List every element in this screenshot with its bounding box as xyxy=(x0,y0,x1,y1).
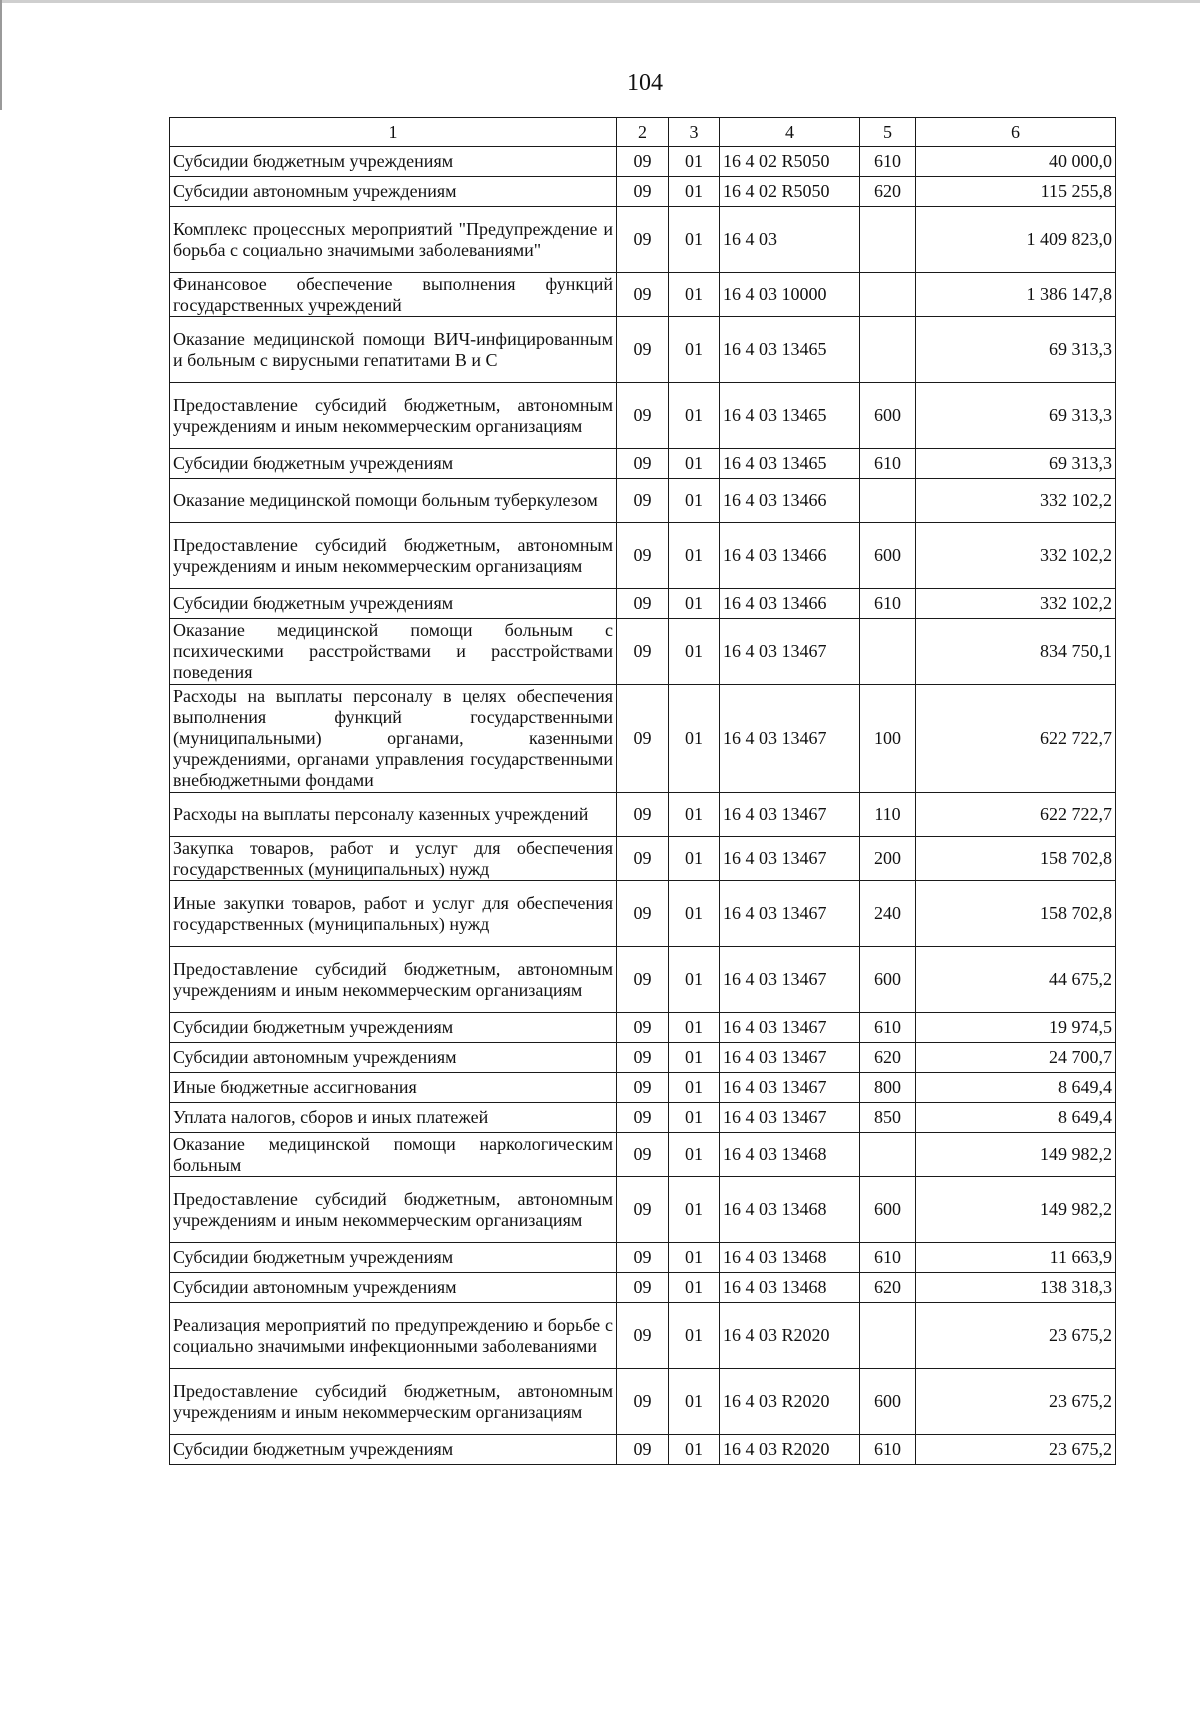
table-row xyxy=(170,1243,1116,1273)
row-subsection: 01 xyxy=(669,523,720,589)
row-expense-type xyxy=(860,479,916,523)
row-expense-type: 620 xyxy=(860,177,916,207)
row-name: Расходы на выплаты персоналу в целях обеспечения выполнения функций государственными (муниципальными) органами, казенными учреждениями, органами управления государственными внебюджетными фондами xyxy=(170,685,617,793)
row-target-code: 16 4 03 13465 xyxy=(720,449,860,479)
row-chapter: 09 xyxy=(617,1435,669,1465)
row-expense-type: 620 xyxy=(860,1043,916,1073)
row-amount: 834 750,1 xyxy=(916,619,1116,685)
row-chapter: 09 xyxy=(617,793,669,837)
row-target-code: 16 4 03 13468 xyxy=(720,1133,860,1177)
row-chapter: 09 xyxy=(617,207,669,273)
row-chapter: 09 xyxy=(617,881,669,947)
row-subsection: 01 xyxy=(669,881,720,947)
table-row xyxy=(170,1013,1116,1043)
row-chapter: 09 xyxy=(617,685,669,793)
table-row xyxy=(170,449,1116,479)
row-amount: 69 313,3 xyxy=(916,317,1116,383)
row-target-code: 16 4 03 13468 xyxy=(720,1273,860,1303)
row-target-code: 16 4 03 13466 xyxy=(720,589,860,619)
row-chapter: 09 xyxy=(617,1043,669,1073)
row-amount: 332 102,2 xyxy=(916,589,1116,619)
header-col-2: 2 xyxy=(617,118,669,147)
row-target-code: 16 4 03 10000 xyxy=(720,273,860,317)
row-name: Субсидии бюджетным учреждениям xyxy=(170,589,617,619)
row-amount: 158 702,8 xyxy=(916,881,1116,947)
row-name: Финансовое обеспечение выполнения функций государственных учреждений xyxy=(170,273,617,317)
row-expense-type: 800 xyxy=(860,1073,916,1103)
row-name: Закупка товаров, работ и услуг для обеспечения государственных (муниципальных) нужд xyxy=(170,837,617,881)
row-target-code: 16 4 03 13467 xyxy=(720,881,860,947)
table-row xyxy=(170,273,1116,317)
row-expense-type xyxy=(860,273,916,317)
row-name: Предоставление субсидий бюджетным, автономным учреждениям и иным некоммерческим организациям xyxy=(170,383,617,449)
row-chapter: 09 xyxy=(617,1369,669,1435)
row-expense-type: 610 xyxy=(860,1243,916,1273)
row-expense-type xyxy=(860,1133,916,1177)
row-name: Оказание медицинской помощи наркологическим больным xyxy=(170,1133,617,1177)
row-amount: 23 675,2 xyxy=(916,1369,1116,1435)
table-row xyxy=(170,793,1116,837)
row-amount: 23 675,2 xyxy=(916,1303,1116,1369)
row-amount: 149 982,2 xyxy=(916,1133,1116,1177)
row-target-code: 16 4 03 13467 xyxy=(720,1103,860,1133)
row-amount: 24 700,7 xyxy=(916,1043,1116,1073)
table-row xyxy=(170,947,1116,1013)
table-row xyxy=(170,619,1116,685)
row-name: Предоставление субсидий бюджетным, автономным учреждениям и иным некоммерческим организациям xyxy=(170,947,617,1013)
row-expense-type: 850 xyxy=(860,1103,916,1133)
row-amount: 158 702,8 xyxy=(916,837,1116,881)
row-subsection: 01 xyxy=(669,589,720,619)
row-expense-type: 110 xyxy=(860,793,916,837)
table-row xyxy=(170,837,1116,881)
row-amount: 11 663,9 xyxy=(916,1243,1116,1273)
table-row xyxy=(170,589,1116,619)
header-row xyxy=(170,118,1116,147)
row-subsection: 01 xyxy=(669,449,720,479)
row-subsection: 01 xyxy=(669,1243,720,1273)
row-amount: 8 649,4 xyxy=(916,1103,1116,1133)
row-amount: 69 313,3 xyxy=(916,383,1116,449)
row-subsection: 01 xyxy=(669,1073,720,1103)
row-chapter: 09 xyxy=(617,1013,669,1043)
row-chapter: 09 xyxy=(617,619,669,685)
row-name: Уплата налогов, сборов и иных платежей xyxy=(170,1103,617,1133)
row-expense-type: 610 xyxy=(860,1435,916,1465)
header-col-5: 5 xyxy=(860,118,916,147)
row-name: Оказание медицинской помощи больным туберкулезом xyxy=(170,479,617,523)
row-target-code: 16 4 03 13466 xyxy=(720,479,860,523)
row-subsection: 01 xyxy=(669,1177,720,1243)
row-expense-type xyxy=(860,207,916,273)
row-chapter: 09 xyxy=(617,317,669,383)
row-expense-type xyxy=(860,1303,916,1369)
row-name: Субсидии бюджетным учреждениям xyxy=(170,147,617,177)
row-expense-type: 600 xyxy=(860,523,916,589)
row-target-code: 16 4 03 13466 xyxy=(720,523,860,589)
row-subsection: 01 xyxy=(669,177,720,207)
row-target-code: 16 4 03 13468 xyxy=(720,1177,860,1243)
row-chapter: 09 xyxy=(617,147,669,177)
row-expense-type: 600 xyxy=(860,1369,916,1435)
row-subsection: 01 xyxy=(669,1103,720,1133)
table-row xyxy=(170,177,1116,207)
row-expense-type: 600 xyxy=(860,1177,916,1243)
row-subsection: 01 xyxy=(669,685,720,793)
table-row xyxy=(170,147,1116,177)
table-row xyxy=(170,1369,1116,1435)
row-expense-type: 610 xyxy=(860,1013,916,1043)
row-name: Комплекс процессных мероприятий "Предупреждение и борьба с социально значимыми заболеваниями" xyxy=(170,207,617,273)
row-amount: 69 313,3 xyxy=(916,449,1116,479)
table-row xyxy=(170,479,1116,523)
row-name: Субсидии бюджетным учреждениям xyxy=(170,449,617,479)
row-chapter: 09 xyxy=(617,177,669,207)
row-name: Предоставление субсидий бюджетным, автономным учреждениям и иным некоммерческим организациям xyxy=(170,523,617,589)
row-expense-type: 100 xyxy=(860,685,916,793)
row-target-code: 16 4 03 13467 xyxy=(720,685,860,793)
row-amount: 622 722,7 xyxy=(916,793,1116,837)
row-expense-type: 610 xyxy=(860,449,916,479)
row-subsection: 01 xyxy=(669,793,720,837)
row-target-code: 16 4 03 13467 xyxy=(720,619,860,685)
row-name: Субсидии автономным учреждениям xyxy=(170,1043,617,1073)
row-amount: 40 000,0 xyxy=(916,147,1116,177)
row-subsection: 01 xyxy=(669,479,720,523)
row-amount: 138 318,3 xyxy=(916,1273,1116,1303)
row-target-code: 16 4 03 13467 xyxy=(720,947,860,1013)
row-name: Иные закупки товаров, работ и услуг для обеспечения государственных (муниципальных) нужд xyxy=(170,881,617,947)
table-row xyxy=(170,317,1116,383)
row-chapter: 09 xyxy=(617,837,669,881)
table-row xyxy=(170,1177,1116,1243)
row-subsection: 01 xyxy=(669,207,720,273)
row-subsection: 01 xyxy=(669,1043,720,1073)
row-name: Расходы на выплаты персоналу казенных учреждений xyxy=(170,793,617,837)
row-chapter: 09 xyxy=(617,449,669,479)
row-chapter: 09 xyxy=(617,523,669,589)
table-row xyxy=(170,1303,1116,1369)
row-subsection: 01 xyxy=(669,1013,720,1043)
table-row xyxy=(170,1073,1116,1103)
row-subsection: 01 xyxy=(669,837,720,881)
row-subsection: 01 xyxy=(669,317,720,383)
row-name: Субсидии автономным учреждениям xyxy=(170,1273,617,1303)
row-name: Субсидии бюджетным учреждениям xyxy=(170,1013,617,1043)
row-subsection: 01 xyxy=(669,1133,720,1177)
row-target-code: 16 4 03 xyxy=(720,207,860,273)
header-col-6: 6 xyxy=(916,118,1116,147)
row-amount: 149 982,2 xyxy=(916,1177,1116,1243)
row-subsection: 01 xyxy=(669,383,720,449)
row-amount: 44 675,2 xyxy=(916,947,1116,1013)
row-name: Субсидии бюджетным учреждениям xyxy=(170,1243,617,1273)
row-name: Оказание медицинской помощи ВИЧ-инфицированным и больным с вирусными гепатитами В и С xyxy=(170,317,617,383)
row-chapter: 09 xyxy=(617,1073,669,1103)
row-chapter: 09 xyxy=(617,479,669,523)
row-amount: 23 675,2 xyxy=(916,1435,1116,1465)
row-target-code: 16 4 03 R2020 xyxy=(720,1369,860,1435)
row-amount: 332 102,2 xyxy=(916,479,1116,523)
row-target-code: 16 4 03 R2020 xyxy=(720,1435,860,1465)
row-chapter: 09 xyxy=(617,1103,669,1133)
row-target-code: 16 4 02 R5050 xyxy=(720,177,860,207)
table-row xyxy=(170,383,1116,449)
table-row xyxy=(170,1103,1116,1133)
row-amount: 115 255,8 xyxy=(916,177,1116,207)
header-col-3: 3 xyxy=(669,118,720,147)
table-row xyxy=(170,1043,1116,1073)
row-chapter: 09 xyxy=(617,1133,669,1177)
row-chapter: 09 xyxy=(617,383,669,449)
row-amount: 1 386 147,8 xyxy=(916,273,1116,317)
row-amount: 19 974,5 xyxy=(916,1013,1116,1043)
budget-table-body xyxy=(170,118,1116,1465)
table-row xyxy=(170,1435,1116,1465)
row-chapter: 09 xyxy=(617,1273,669,1303)
row-expense-type: 200 xyxy=(860,837,916,881)
row-name: Субсидии автономным учреждениям xyxy=(170,177,617,207)
row-amount: 332 102,2 xyxy=(916,523,1116,589)
row-name: Предоставление субсидий бюджетным, автономным учреждениям и иным некоммерческим организациям xyxy=(170,1369,617,1435)
header-col-1: 1 xyxy=(170,118,617,147)
row-expense-type: 620 xyxy=(860,1273,916,1303)
row-subsection: 01 xyxy=(669,147,720,177)
row-amount: 1 409 823,0 xyxy=(916,207,1116,273)
row-target-code: 16 4 02 R5050 xyxy=(720,147,860,177)
row-subsection: 01 xyxy=(669,1303,720,1369)
row-subsection: 01 xyxy=(669,947,720,1013)
row-target-code: 16 4 03 13467 xyxy=(720,1013,860,1043)
row-target-code: 16 4 03 13467 xyxy=(720,793,860,837)
table-row xyxy=(170,207,1116,273)
row-expense-type: 610 xyxy=(860,147,916,177)
row-target-code: 16 4 03 13468 xyxy=(720,1243,860,1273)
row-subsection: 01 xyxy=(669,619,720,685)
row-subsection: 01 xyxy=(669,1369,720,1435)
row-name: Субсидии бюджетным учреждениям xyxy=(170,1435,617,1465)
row-chapter: 09 xyxy=(617,1303,669,1369)
row-target-code: 16 4 03 13465 xyxy=(720,383,860,449)
row-name: Оказание медицинской помощи больным с психическими расстройствами и расстройствами поведения xyxy=(170,619,617,685)
table-row xyxy=(170,685,1116,793)
row-expense-type: 610 xyxy=(860,589,916,619)
page-top-edge xyxy=(0,0,1200,3)
row-expense-type xyxy=(860,317,916,383)
row-target-code: 16 4 03 13467 xyxy=(720,1043,860,1073)
row-chapter: 09 xyxy=(617,273,669,317)
row-subsection: 01 xyxy=(669,273,720,317)
table-row xyxy=(170,1273,1116,1303)
row-chapter: 09 xyxy=(617,1177,669,1243)
row-subsection: 01 xyxy=(669,1435,720,1465)
row-chapter: 09 xyxy=(617,1243,669,1273)
row-chapter: 09 xyxy=(617,589,669,619)
row-target-code: 16 4 03 13465 xyxy=(720,317,860,383)
row-name: Предоставление субсидий бюджетным, автономным учреждениям и иным некоммерческим организациям xyxy=(170,1177,617,1243)
row-amount: 622 722,7 xyxy=(916,685,1116,793)
row-chapter: 09 xyxy=(617,947,669,1013)
row-amount: 8 649,4 xyxy=(916,1073,1116,1103)
row-expense-type: 240 xyxy=(860,881,916,947)
row-name: Реализация мероприятий по предупреждению и борьбе с социально значимыми инфекционными заболеваниями xyxy=(170,1303,617,1369)
header-col-4: 4 xyxy=(720,118,860,147)
budget-table xyxy=(169,117,1116,1465)
row-expense-type: 600 xyxy=(860,383,916,449)
row-target-code: 16 4 03 R2020 xyxy=(720,1303,860,1369)
page-number: 104 xyxy=(627,70,663,96)
table-row xyxy=(170,881,1116,947)
row-expense-type: 600 xyxy=(860,947,916,1013)
row-target-code: 16 4 03 13467 xyxy=(720,837,860,881)
table-row xyxy=(170,1133,1116,1177)
row-target-code: 16 4 03 13467 xyxy=(720,1073,860,1103)
row-name: Иные бюджетные ассигнования xyxy=(170,1073,617,1103)
row-expense-type xyxy=(860,619,916,685)
row-subsection: 01 xyxy=(669,1273,720,1303)
table-row xyxy=(170,523,1116,589)
